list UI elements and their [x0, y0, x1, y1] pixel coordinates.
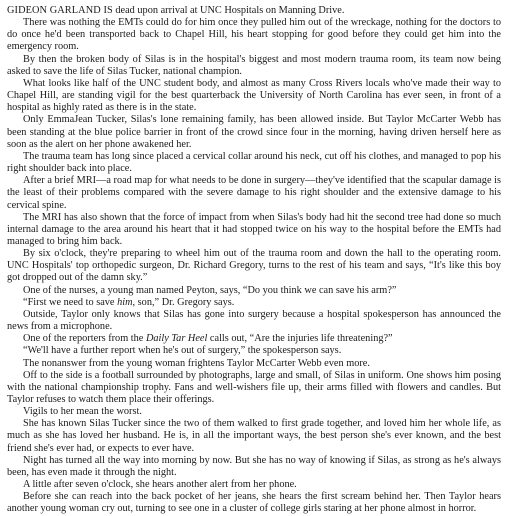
paragraph: Outside, Taylor only knows that Silas has gone into surgery because a hospital spokesperson has announced the news from a microphone.	[7, 308, 501, 333]
paragraph: There was nothing the EMTs could do for him once they pulled him out of the wreckage, nothing for the doctors to do once he'd been transported back to Chapel Hill, his heart stopping for good before they could get him into the emergency room.	[7, 17, 501, 53]
paragraph	[7, 5, 501, 17]
paragraph: She has known Silas Tucker since the two of them walked to first grade together, and loved him her whole life, as much as she has loved her husband. He is, in all the important ways, the best person she's ever known, and the best friend she's ever had, or expects to ever have.	[7, 418, 501, 454]
paragraph: After a brief MRI—a road map for what needs to be done in surgery—they've identified that the scapular damage is the least of their problems compared with the severe damage to his right shoulder and the extensive damage to his cervical spine.	[7, 175, 501, 211]
paragraph-text: “First we need to save	[23, 296, 118, 308]
emphasis-text: him	[117, 296, 133, 308]
paragraph: What looks like half of the UNC student body, and almost as many Cross Rivers locals who've made their way to Chapel Hill, are standing vigil for the best quarterback the University of North Carolina has ever seen, in front of a hospital as highly rated as there is in the state.	[7, 77, 501, 114]
paragraph: The trauma team has long since placed a cervical collar around his neck, cut off his clothes, and managed to pop his right shoulder back into place.	[7, 150, 501, 175]
paragraph: The MRI has also shown that the force of impact from when Silas's body had hit the second tree had done so much internal damage to the area around his heart that it had stopped twice on his way to the hospital before the EMTs had managed to bring him back.	[7, 211, 501, 247]
paragraph-text: , son,” Dr. Gregory says.	[132, 296, 235, 308]
paragraph: Vigils to her mean the worst.	[23, 406, 142, 418]
paragraph: By then the broken body of Silas is in the hospital's biggest and most modern trauma room, its team now being asked to save the life of Silas Tucker, national champion.	[7, 53, 501, 77]
paragraph: The nonanswer from the young woman frightens Taylor McCarter Webb even more.	[23, 357, 370, 369]
paragraph	[7, 297, 501, 309]
paragraph: One of the nurses, a young man named Peyton, says, “Do you think we can save his arm?”	[23, 284, 397, 296]
paragraph	[7, 333, 501, 345]
paragraph: Off to the side is a football surrounded by photographs, large and small, of Silas in uniform. One shows him posing with the national championship trophy. Fans and well-wishers file up, their arms filled with flowers and candles. But Taylor refuses to watch them place their offerings.	[7, 369, 501, 405]
paragraph: Only EmmaJean Tucker, Silas's lone remaining family, has been allowed inside. But Taylor McCarter Webb has been standing at the blue police barrier in front of the crowd since four in the morning, having driven herself here as soon as the alert on her phone awakened her.	[7, 114, 501, 150]
document-page	[7, 5, 501, 516]
paragraph: By six o'clock, they're preparing to wheel him out of the trauma room and down the hall to the operating room. UNC Hospitals' top orthopedic surgeon, Dr. Richard Gregory, turns to the rest of his team and says, “It's like this boy got dropped out of the damn sky.”	[7, 248, 501, 284]
chapter-lead-in: GIDEON GARLAND IS	[7, 5, 113, 16]
paragraph: Before she can reach into the back pocket of her jeans, she hears the first scream behind her. Then Taylor hears another young woman cry out, turning to see one in a cluster of college girls staring at her phone almost in horror.	[7, 491, 501, 515]
paragraph: A little after seven o'clock, she hears another alert from her phone.	[23, 479, 297, 491]
newspaper-title: Daily Tar Heel	[145, 333, 208, 345]
paragraph: “We'll have a further report when he's out of surgery,” the spokesperson says.	[23, 345, 342, 357]
paragraph-text: One of the reporters from the	[23, 333, 146, 345]
paragraph-text: dead upon arrival at UNC Hospitals on Manning Drive.	[112, 5, 345, 16]
paragraph: Night has turned all the way into morning by now. But she has no way of knowing if Silas, as strong as he's always been, has even made it through the night.	[7, 454, 501, 478]
paragraph-text: calls out, “Are the injuries life threatening?”	[207, 333, 393, 345]
